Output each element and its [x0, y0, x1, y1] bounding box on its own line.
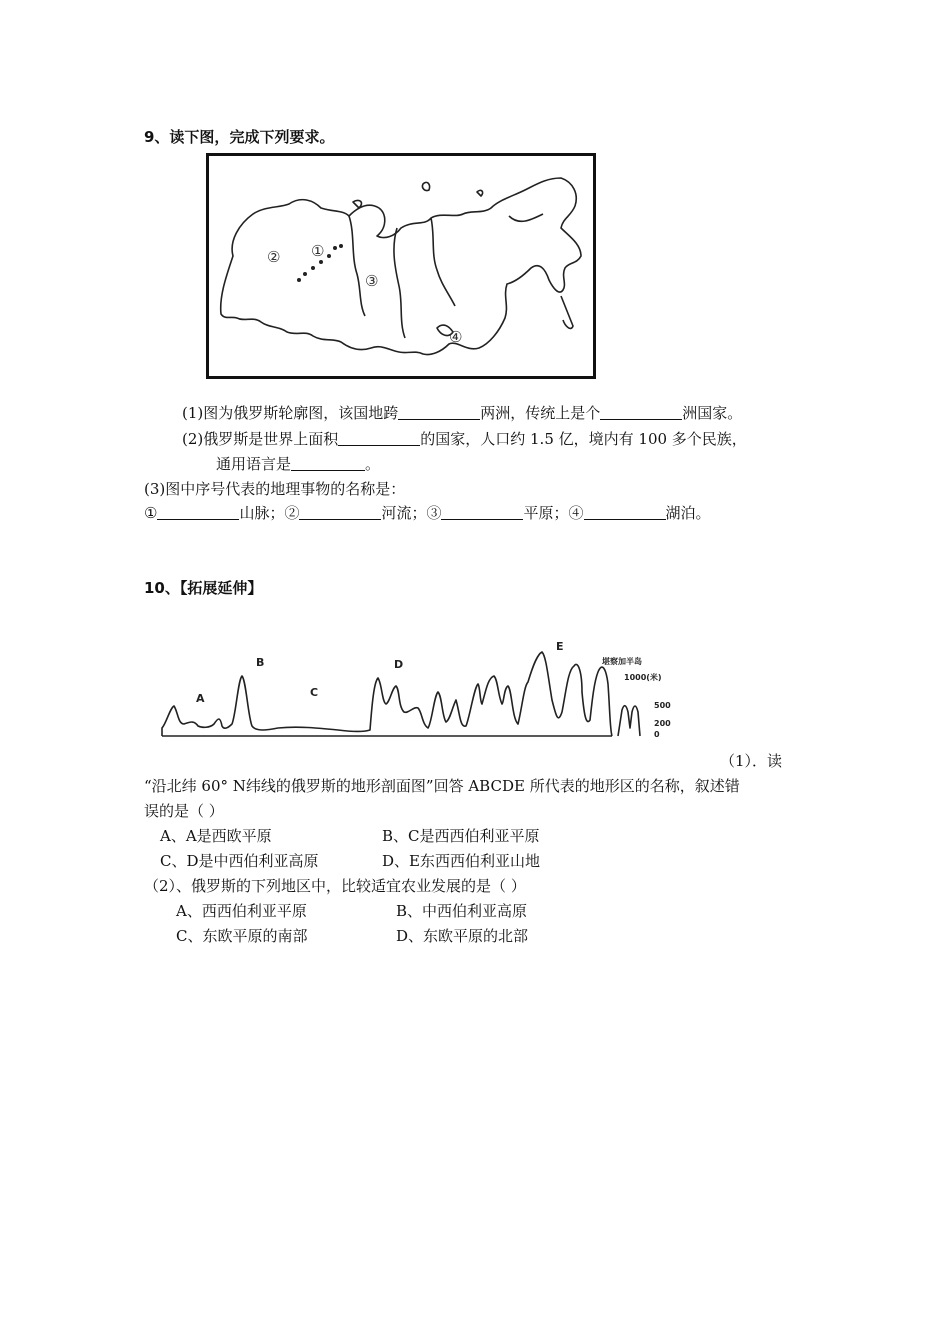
q10-sub2-option-b[interactable]: B、中西伯利亚高原	[396, 902, 528, 920]
terrain-profile-svg	[158, 632, 718, 746]
q9-answer-text-4: 湖泊。	[665, 504, 711, 522]
coast-detail	[509, 214, 543, 221]
profile-line	[162, 652, 612, 736]
kamchatka-inset	[618, 706, 640, 736]
map-marker-4: ④	[449, 328, 463, 346]
answer-blank[interactable]	[338, 431, 420, 446]
answer-blank[interactable]	[299, 505, 381, 520]
map-marker-2: ②	[267, 248, 281, 266]
q10-sub1-stem-line1: “沿北纬 60° N纬线的俄罗斯的地形剖面图”回答 ABCDE 所代表的地形区的名称，叙述错	[144, 777, 740, 795]
q9-part2-cont	[216, 453, 380, 474]
q9-part2-text-d: 。	[365, 455, 381, 473]
russia-map-svg	[209, 156, 593, 376]
answer-blank[interactable]	[584, 505, 666, 520]
profile-label-c: C	[310, 686, 319, 699]
profile-label-e: E	[556, 640, 564, 653]
q9-marker-1: ①	[144, 504, 158, 522]
q10-sub2-option-a[interactable]: A、西西伯利亚平原	[176, 902, 307, 920]
terrain-profile-figure	[158, 632, 718, 746]
q9-part1	[182, 402, 742, 423]
scale-tick-0: 0	[654, 730, 660, 739]
answer-blank[interactable]	[600, 405, 682, 420]
scale-title: 堪察加半岛	[602, 657, 642, 666]
q10-sub2-option-c[interactable]: C、东欧平原的南部	[176, 927, 308, 945]
answer-blank[interactable]	[441, 505, 523, 520]
profile-label-d: D	[394, 658, 404, 671]
q10-sub1-option-d[interactable]: D、E东西西伯利亚山地	[382, 852, 540, 870]
russia-outline-map	[206, 153, 596, 379]
q9-answer-text-1: 山脉；②	[239, 504, 300, 522]
q10-sub2-option-d[interactable]: D、东欧平原的北部	[396, 927, 529, 945]
q10-sub1-stem-line2: 误的是（ ）	[144, 802, 224, 820]
island	[353, 200, 361, 208]
internal-border-line	[394, 228, 405, 338]
q9-part3: (3)图中序号代表的地理事物的名称是：	[144, 480, 406, 498]
answer-blank[interactable]	[398, 405, 480, 420]
island	[477, 190, 483, 196]
q10-sub1-option-c[interactable]: C、D是中西伯利亚高原	[160, 852, 319, 870]
russia-coastline	[221, 178, 581, 355]
q9-heading: 9、读下图，完成下列要求。	[144, 128, 335, 146]
scale-tick-500: 500	[654, 701, 671, 710]
q9-part2-text-c: 通用语言是	[216, 455, 292, 473]
island	[422, 182, 429, 190]
river-line-east	[431, 218, 455, 306]
kamchatka-peninsula	[561, 296, 573, 328]
q9-part2	[182, 428, 747, 449]
map-marker-1: ①	[311, 242, 325, 260]
profile-label-a: A	[196, 692, 205, 705]
q9-answer-text-3: 平原；④	[523, 504, 584, 522]
q10-sub1-number: （1）．读	[720, 752, 783, 770]
q10-sub2-stem: （2）、俄罗斯的下列地区中，比较适宜农业发展的是（ ）	[144, 877, 526, 895]
q9-part2-text-b: 的国家，人口约 1.5 亿，境内有 100 多个民族，	[420, 430, 747, 448]
q10-sub1-option-a[interactable]: A、A是西欧平原	[160, 827, 272, 845]
q9-part1-text-b: 两洲，传统上是个	[480, 404, 601, 422]
scale-tick-200: 200	[654, 719, 671, 728]
q9-answer-text-2: 河流；③	[381, 504, 442, 522]
q9-part1-text-c: 洲国家。	[682, 404, 743, 422]
q9-part3-answers	[144, 502, 711, 523]
q9-part1-text-a: (1)图为俄罗斯轮廓图，该国地跨	[182, 404, 399, 422]
map-marker-3: ③	[365, 272, 379, 290]
scale-tick-1000: 1000(米)	[624, 673, 662, 682]
q10-heading: 10、【拓展延伸】	[144, 579, 263, 597]
profile-label-b: B	[256, 656, 265, 669]
answer-blank[interactable]	[291, 456, 365, 471]
q10-sub1-option-b[interactable]: B、C是西西伯利亚平原	[382, 827, 540, 845]
q9-part2-text-a: (2)俄罗斯是世界上面积	[182, 430, 339, 448]
answer-blank[interactable]	[157, 505, 239, 520]
river-line	[349, 216, 365, 316]
